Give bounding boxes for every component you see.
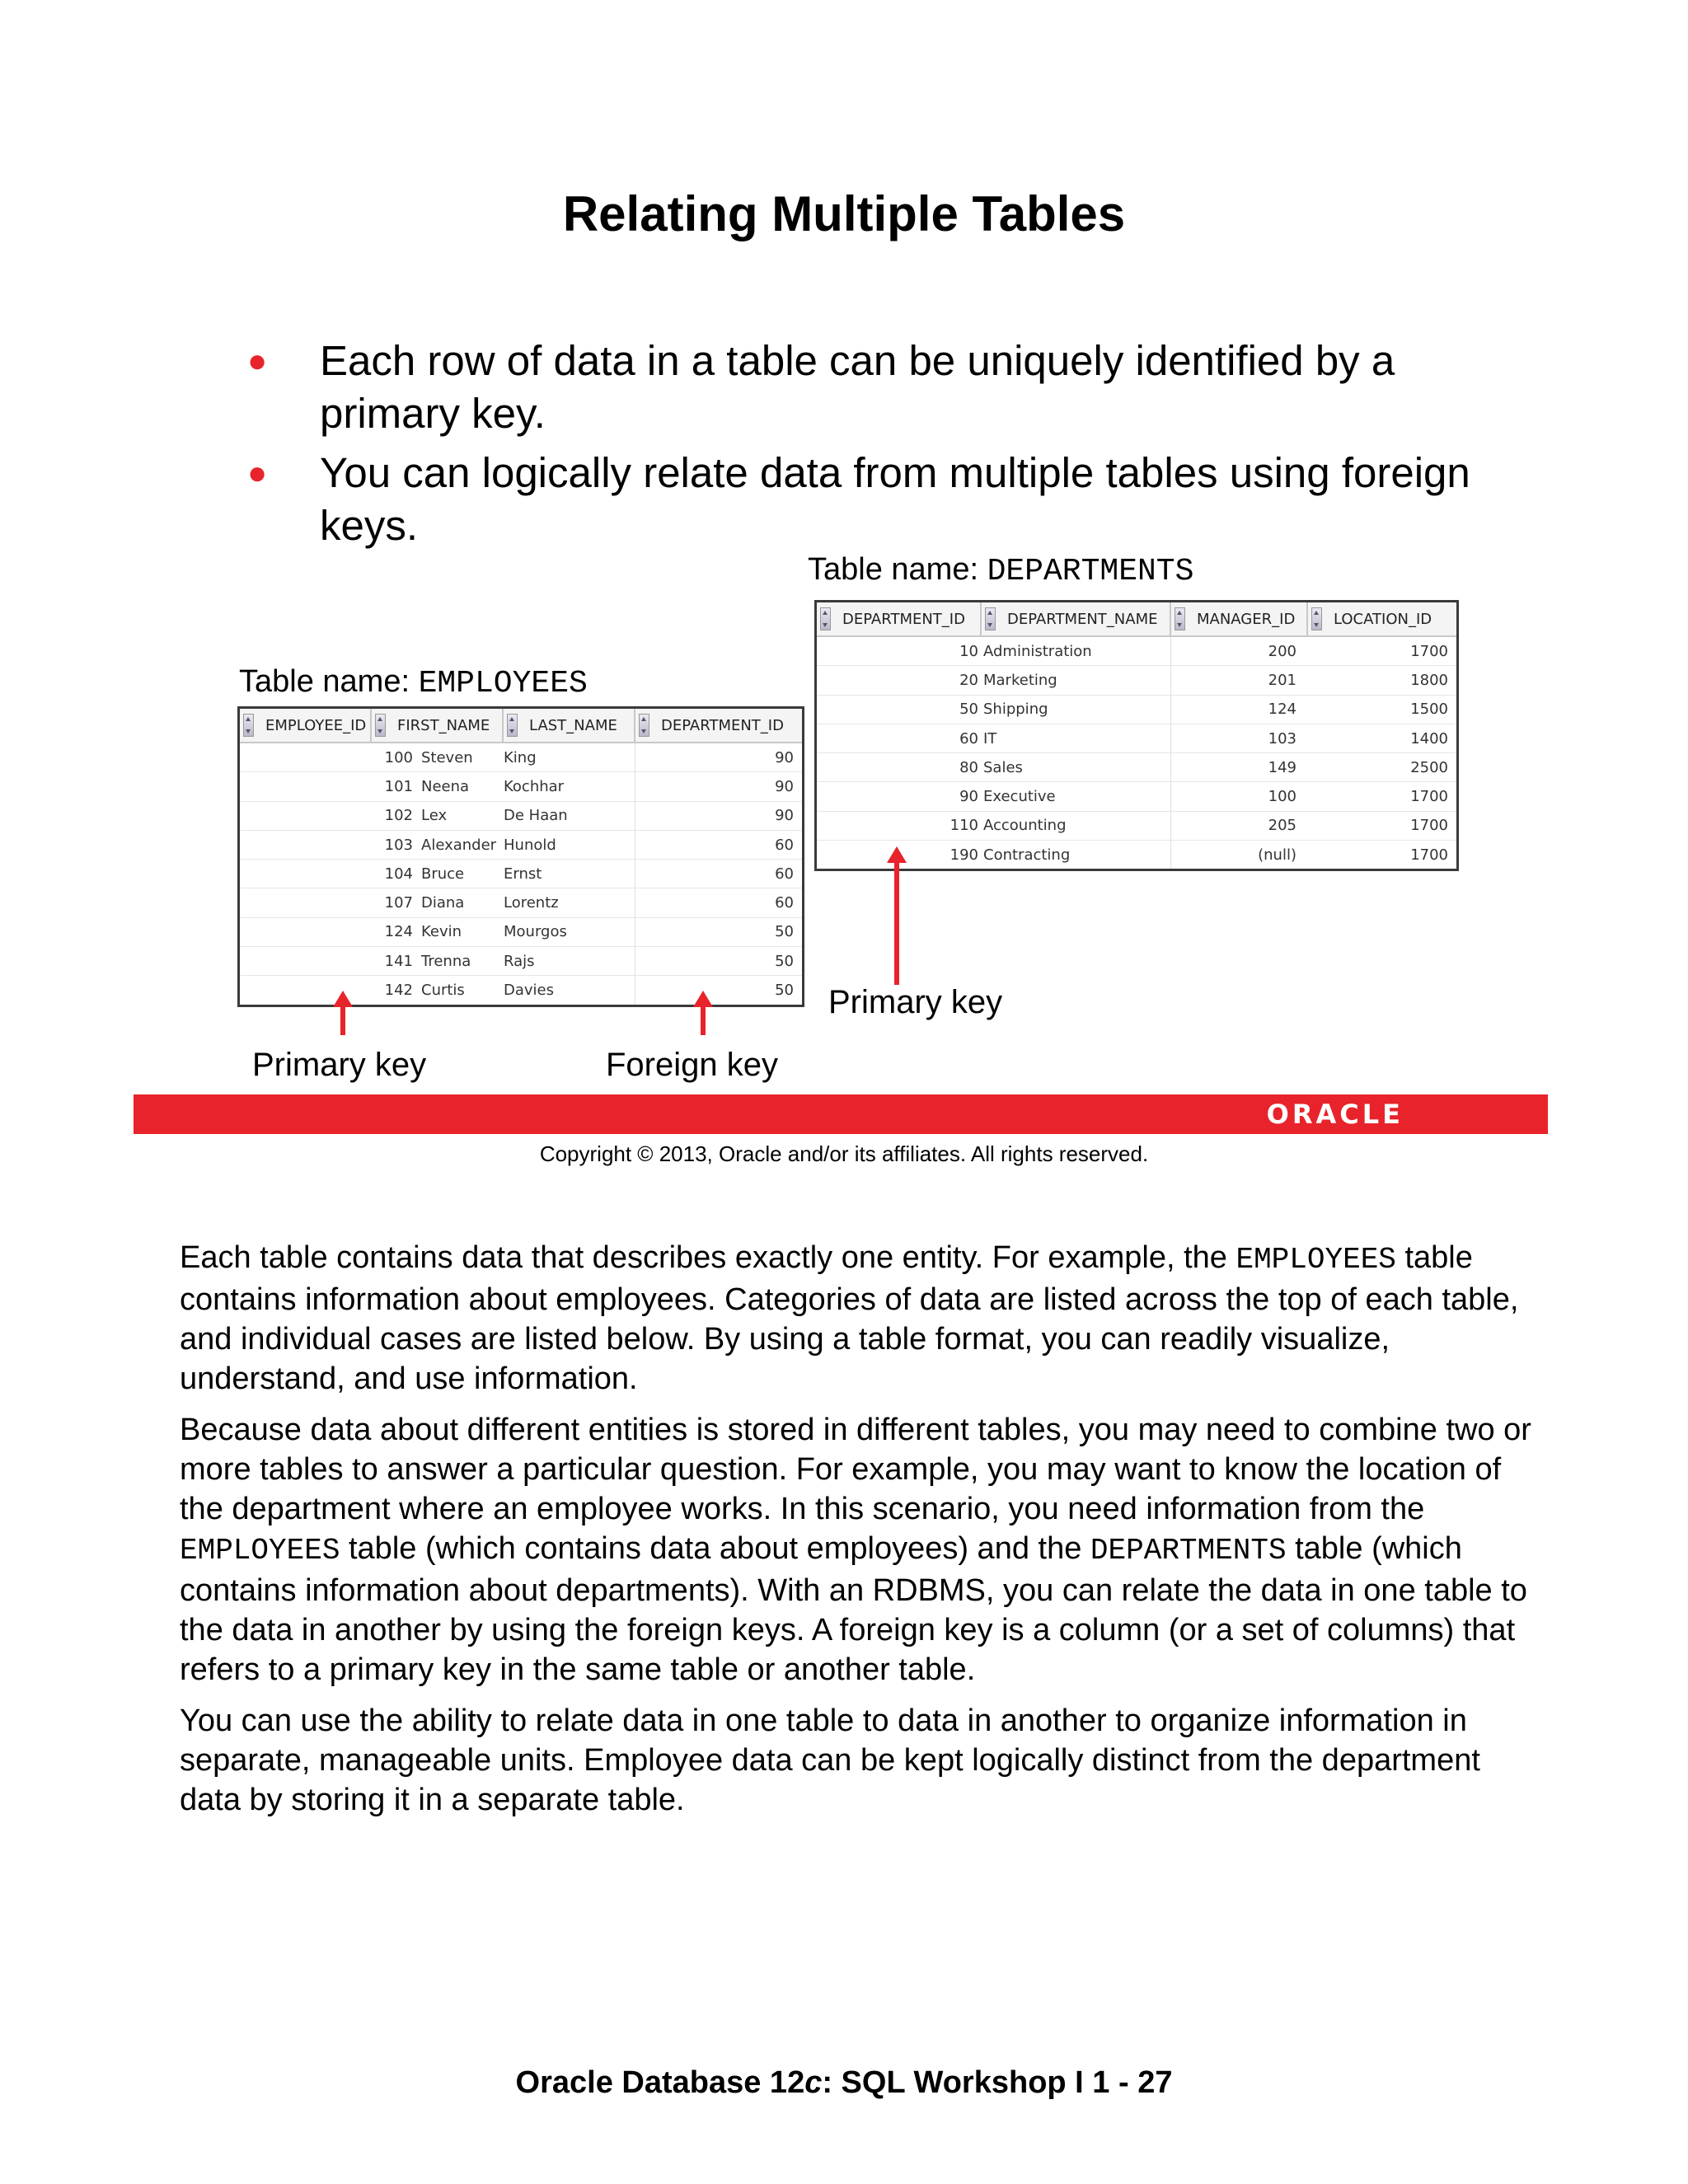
table-row [817, 841, 1456, 869]
table-row [817, 724, 1456, 753]
notes-text: table (which contains data about employees) and the [340, 1531, 1090, 1566]
table-row [240, 860, 802, 888]
table-cell: 103 [1268, 729, 1296, 748]
table-name-prefix: Table name: [239, 664, 419, 699]
employees-table-caption [239, 663, 588, 703]
table-cell: 142 [384, 982, 413, 1000]
table-cell: 100 [1268, 788, 1296, 806]
notes-paragraph [180, 1238, 1548, 1399]
employees-table-name: EMPLOYEES [418, 666, 588, 701]
table-cell: 1700 [1410, 788, 1448, 806]
table-cell: Hunold [504, 831, 635, 859]
column-header-label: DEPARTMENT_NAME [1007, 610, 1158, 628]
bullet-text: Each row of data in a table can be uniquely identified by a primary key. [320, 337, 1395, 437]
column-header-label: FIRST_NAME [397, 716, 490, 734]
table-row [240, 743, 802, 772]
table-cell: Bruce [421, 865, 465, 883]
table-cell: 104 [384, 865, 413, 883]
table-cell: Lorentz [504, 888, 635, 916]
table-cell: 1800 [1410, 671, 1448, 689]
sort-icon[interactable] [375, 714, 386, 737]
column-header[interactable] [372, 709, 504, 742]
table-cell: 60 [959, 729, 978, 748]
table-cell: (null) [1258, 846, 1296, 864]
table-cell: 1700 [1410, 642, 1448, 660]
table-row [817, 782, 1456, 811]
slide-title: Relating Multiple Tables [562, 186, 1126, 241]
notes-text: Because data about different entities is stored in different tables, you may need to combine two or more tables to answer a particular question. For example, you may want to know the location of the department where an employee works. In this scenario, you need information from the [180, 1413, 1531, 1526]
table-cell: 60 [775, 865, 794, 883]
table-cell: 90 [775, 807, 794, 825]
bullet-icon: ● [247, 455, 268, 491]
table-cell: Davies [504, 976, 635, 1004]
bullet-icon: ● [247, 343, 268, 379]
table-cell: Trenna [421, 952, 471, 970]
column-header[interactable] [1171, 602, 1308, 635]
table-cell: 205 [1268, 817, 1296, 835]
table-cell: 50 [775, 923, 794, 941]
table-cell: 90 [959, 788, 978, 806]
table-cell: 107 [384, 894, 413, 912]
table-cell: Accounting [982, 812, 1171, 840]
column-header[interactable] [1308, 602, 1451, 635]
table-row [817, 666, 1456, 695]
table-row [240, 831, 802, 860]
table-cell: 2500 [1410, 758, 1448, 776]
table-cell: 90 [775, 777, 794, 795]
table-cell: Administration [982, 637, 1171, 665]
table-cell: Kevin [421, 923, 462, 941]
table-cell: Executive [982, 782, 1171, 810]
table-cell: 102 [384, 807, 413, 825]
column-header-label: DEPARTMENT_ID [661, 716, 784, 734]
column-header[interactable] [635, 709, 797, 742]
table-cell: Marketing [982, 666, 1171, 694]
sort-icon[interactable] [507, 714, 518, 737]
table-cell: 50 [959, 701, 978, 719]
table-row [240, 802, 802, 831]
sort-icon[interactable] [1175, 607, 1185, 630]
table-cell: 10 [959, 642, 978, 660]
table-cell: 124 [384, 923, 413, 941]
table-row [240, 888, 802, 917]
table-cell: 200 [1268, 642, 1296, 660]
column-header-label: DEPARTMENT_ID [842, 610, 965, 628]
table-row [817, 812, 1456, 841]
notes-text: table contains information about employees. Categories of data are listed across the top of each table, and individual cases are listed below. By using a table format, you can readily visualize, understand, and use information. [180, 1240, 1519, 1396]
footer-italic: c [804, 2065, 823, 2100]
table-cell: 1700 [1410, 846, 1448, 864]
emp-foreign-key-label: Foreign key [606, 1047, 778, 1083]
sort-icon[interactable] [639, 714, 649, 737]
footer-text: : SQL Workshop I 1 - 27 [822, 2065, 1173, 2100]
employees-grid [237, 706, 804, 1007]
table-cell: 60 [775, 894, 794, 912]
table-row [240, 976, 802, 1004]
table-cell: 100 [384, 748, 413, 766]
table-cell: 110 [950, 817, 978, 835]
table-cell: Shipping [982, 696, 1171, 724]
table-cell: 90 [775, 748, 794, 766]
table-cell: Neena [421, 777, 470, 795]
bullet-text: You can logically relate data from multiple tables using foreign keys. [320, 449, 1470, 549]
notes-paragraph: You can use the ability to relate data in one table to data in another to organize information in separate, manageable units. Employee data can be kept logically distinct from the department data by storing it in a separate table. [180, 1704, 1480, 1817]
notes-text: table (which contains information about departments). With an RDBMS, you can relate the data in one table to the data in another by using the foreign keys. A foreign key is a column (or a set of columns) that refers to a primary key in the same table or another table. [180, 1531, 1527, 1687]
notes-paragraph [180, 1410, 1548, 1690]
column-header[interactable] [982, 602, 1171, 635]
emp-foreign-key-arrow [701, 1005, 706, 1035]
page-footer [0, 2065, 1688, 2101]
table-cell: 1500 [1410, 701, 1448, 719]
table-cell: 50 [775, 982, 794, 1000]
table-cell: King [504, 743, 635, 771]
table-cell: Steven [421, 748, 473, 766]
footer-text: Oracle Database 12 [515, 2065, 805, 2100]
bullet-item [247, 335, 1467, 440]
sort-icon[interactable] [1311, 607, 1322, 630]
table-cell: 103 [384, 836, 413, 854]
emp-primary-key-label: Primary key [252, 1047, 427, 1083]
table-cell: 190 [950, 846, 978, 864]
grid-header [240, 709, 802, 743]
notes-text: Each table contains data that describes exactly one entity. For example, the [180, 1240, 1236, 1275]
table-cell: Diana [421, 894, 465, 912]
table-cell: Rajs [504, 947, 635, 975]
notes-section [180, 1238, 1548, 1831]
table-cell: Alexander [421, 836, 497, 854]
code-term: DEPARTMENTS [1090, 1534, 1287, 1568]
table-row [240, 918, 802, 947]
table-row [817, 637, 1456, 666]
departments-table-name: DEPARTMENTS [987, 554, 1194, 589]
table-cell: 80 [959, 758, 978, 776]
table-cell: IT [982, 724, 1171, 752]
grid-header [817, 602, 1456, 637]
table-cell: Ernst [504, 860, 635, 888]
code-term: EMPLOYEES [1236, 1243, 1396, 1277]
table-cell: De Haan [504, 802, 635, 830]
oracle-brand-band [134, 1094, 1548, 1134]
table-cell: 1400 [1410, 729, 1448, 748]
departments-table-caption [808, 551, 1193, 591]
table-row [240, 947, 802, 976]
column-header[interactable] [817, 602, 982, 635]
table-cell: 1700 [1410, 817, 1448, 835]
dept-primary-key-arrow [894, 861, 899, 985]
table-cell: Mourgos [504, 918, 635, 946]
table-cell: 60 [775, 836, 794, 854]
column-header-label: LOCATION_ID [1334, 610, 1432, 628]
copyright-notice: Copyright © 2013, Oracle and/or its affiliates. All rights reserved. [539, 1141, 1149, 1166]
emp-primary-key-arrow [340, 1005, 345, 1035]
column-header[interactable] [240, 709, 372, 742]
table-name-prefix: Table name: [808, 552, 987, 587]
table-cell: 201 [1268, 671, 1296, 689]
sort-icon[interactable] [243, 714, 254, 737]
column-header-label: LAST_NAME [529, 716, 617, 734]
bullet-item [247, 447, 1470, 552]
table-cell: 141 [384, 952, 413, 970]
oracle-logo: ORACLE [1266, 1099, 1404, 1130]
table-row [240, 772, 802, 801]
table-cell: 20 [959, 671, 978, 689]
column-header-label: EMPLOYEE_ID [265, 716, 367, 734]
code-term: EMPLOYEES [180, 1534, 340, 1568]
sort-icon[interactable] [820, 607, 831, 630]
sort-icon[interactable] [985, 607, 996, 630]
table-cell: 101 [384, 777, 413, 795]
table-cell: Curtis [421, 982, 465, 1000]
table-cell: Kochhar [504, 772, 635, 800]
table-cell: 50 [775, 952, 794, 970]
column-header-label: MANAGER_ID [1197, 610, 1296, 628]
table-row [817, 696, 1456, 724]
table-cell: Sales [982, 753, 1171, 781]
table-row [817, 753, 1456, 782]
dept-primary-key-label: Primary key [828, 984, 1003, 1020]
departments-grid [814, 600, 1459, 871]
column-header[interactable] [504, 709, 635, 742]
table-cell: 124 [1268, 701, 1296, 719]
table-cell: 149 [1268, 758, 1296, 776]
table-cell: Contracting [982, 841, 1171, 869]
table-cell: Lex [421, 807, 448, 825]
